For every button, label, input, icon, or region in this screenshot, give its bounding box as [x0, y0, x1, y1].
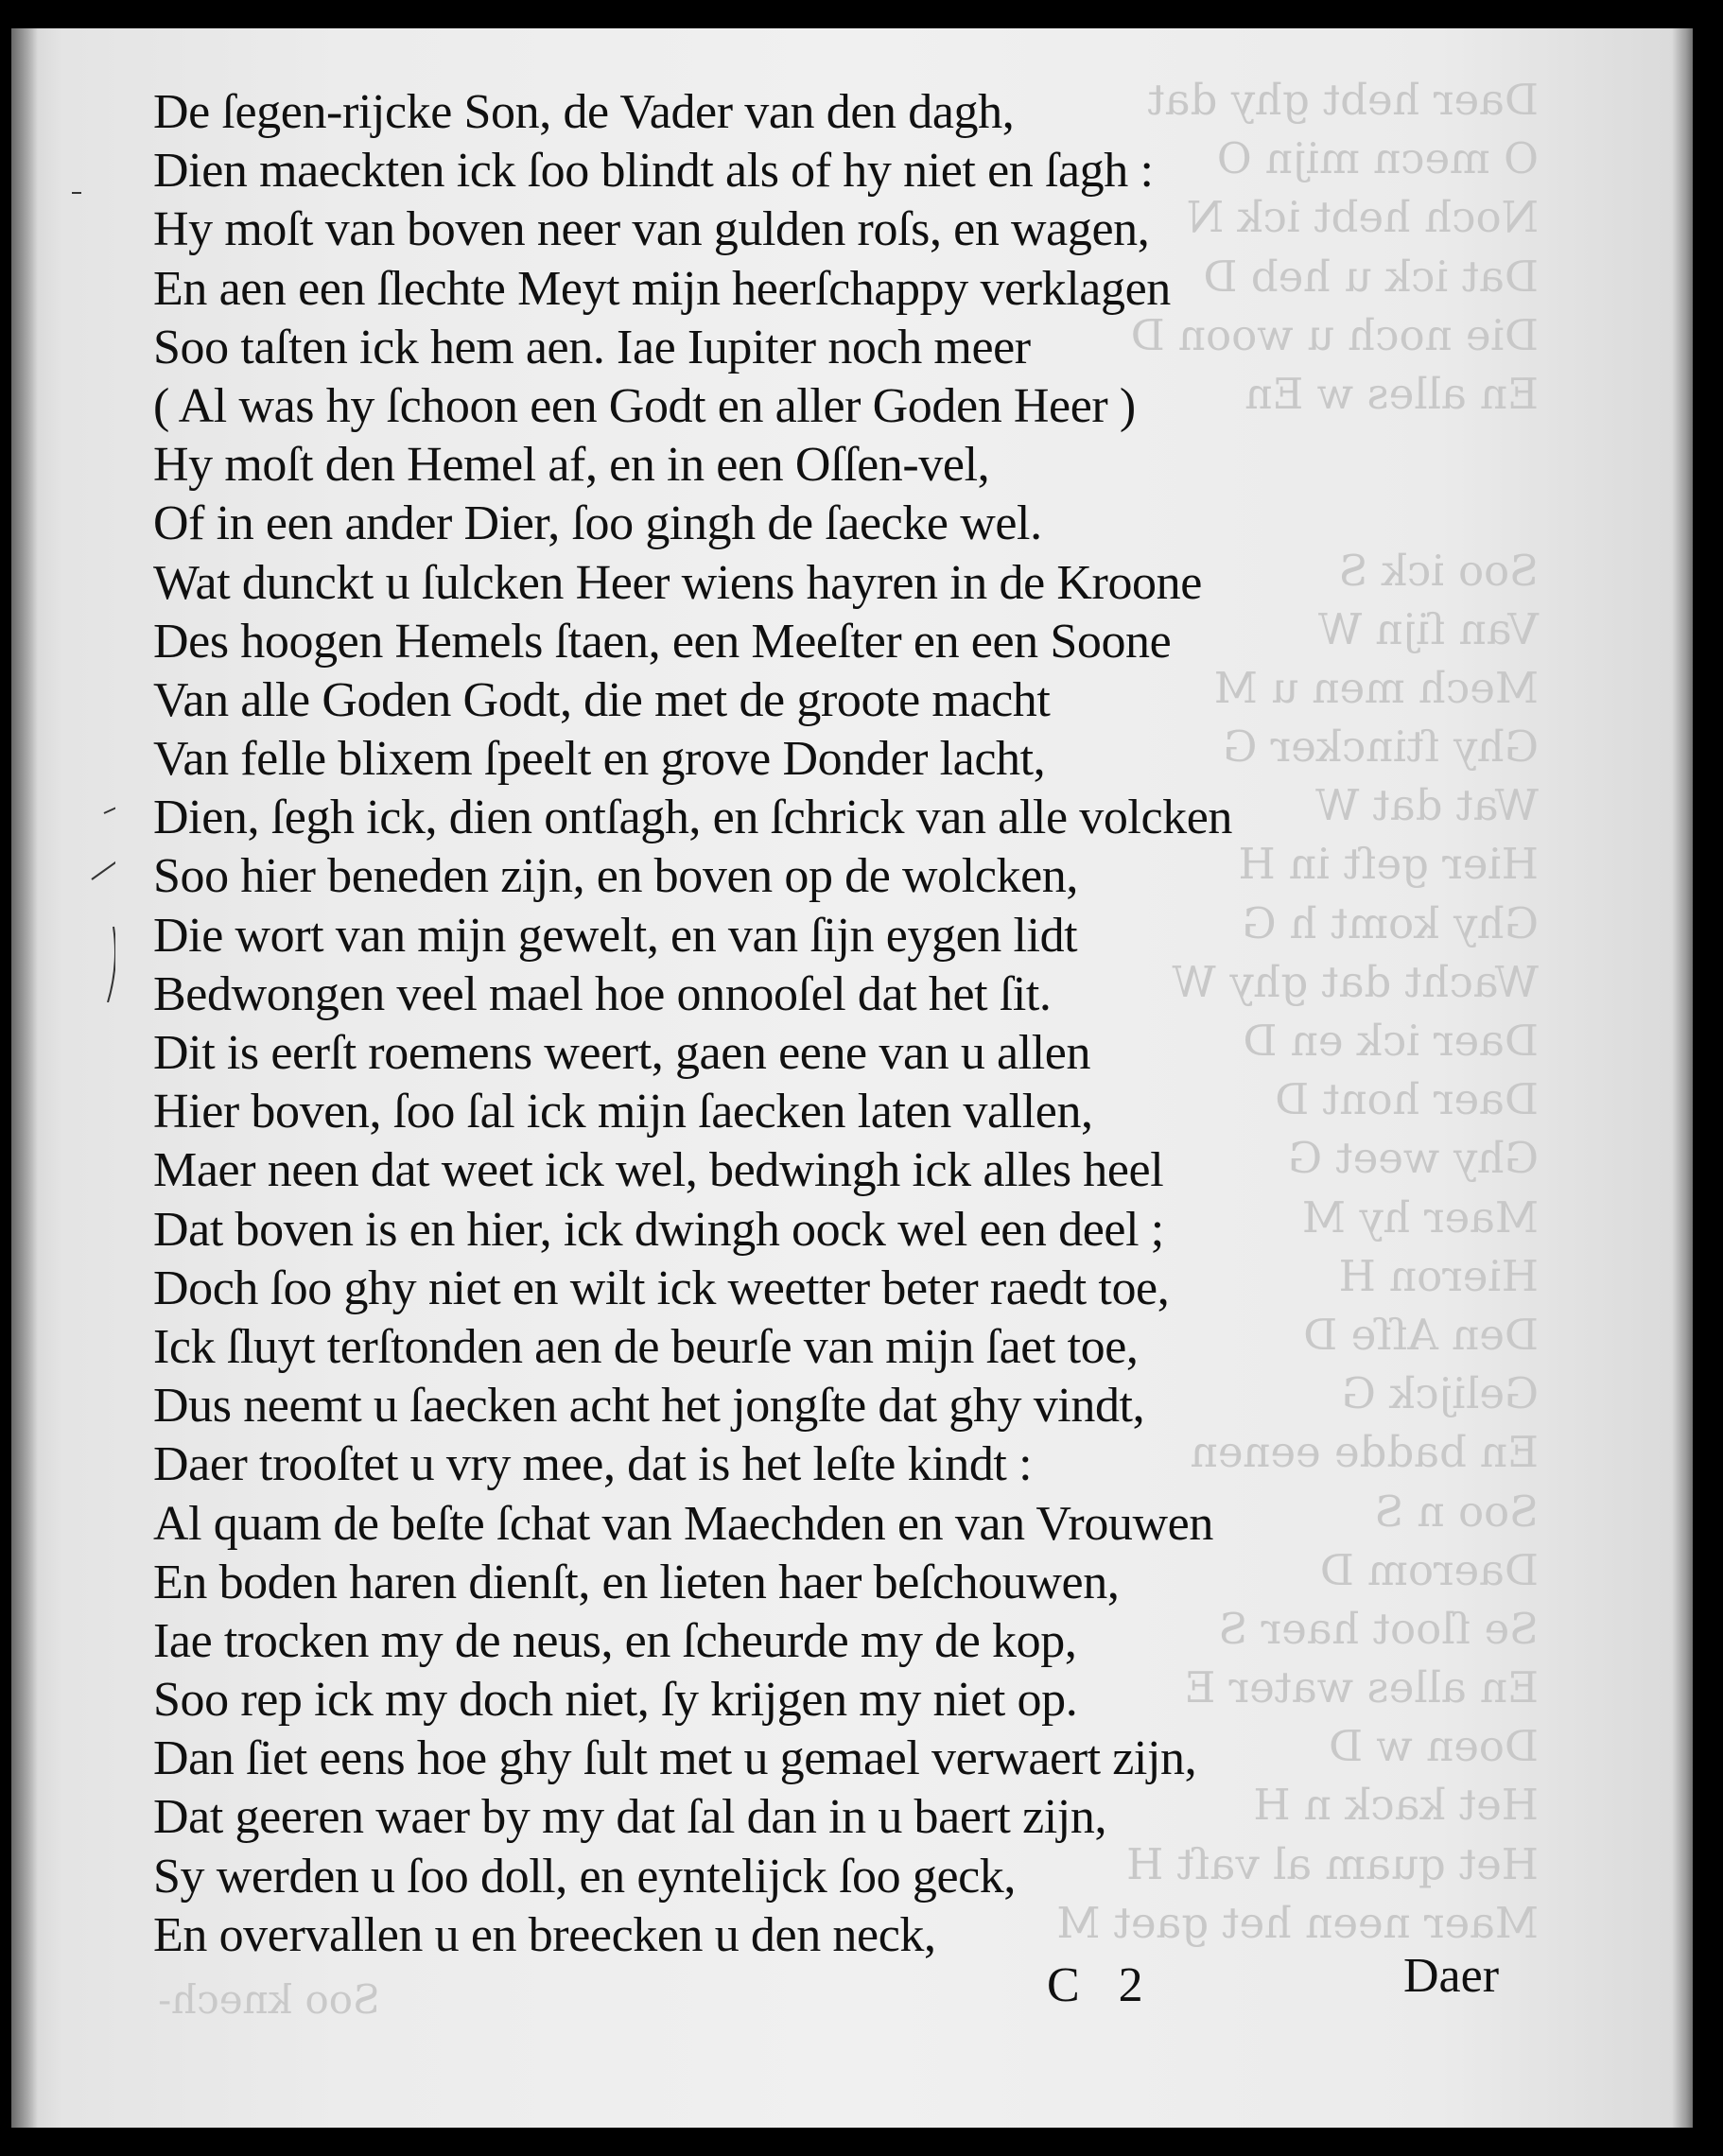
verse-line: Dien, ſegh ick, dien ontſagh, en ſchrick van alle volcken: [153, 791, 1233, 845]
verse-line: Hy moſt van boven neer van gulden roſs, en wagen,: [153, 202, 1150, 257]
verse-line: Soo hier beneden zijn, en boven op de wolcken,: [153, 849, 1078, 904]
verse-line: En overvallen u en breecken u den neck,: [153, 1907, 936, 1962]
verse-line: Hy moſt den Hemel af, en in een Oſſen-vel,: [153, 438, 990, 493]
verse-line: Al quam de beſte ſchat van Maechden en van Vrouwen: [153, 1496, 1213, 1551]
verse-line: Des hoogen Hemels ſtaen, een Meeſter en een Soone: [153, 614, 1172, 669]
verse-line: ( Al was hy ſchoon een Godt en aller Goden Heer ): [153, 378, 1136, 433]
verse-line: Soo taſten ick hem aen. Iae Iupiter noch meer: [153, 320, 1031, 374]
book-page: [11, 28, 1693, 2128]
verse-line: Dus neemt u ſaecken acht het jongſte dat ghy vindt,: [153, 1379, 1145, 1434]
verse-line: Dien maeckten ick ſoo blindt als of hy niet en ſagh :: [153, 144, 1154, 199]
verse-line: Hier boven, ſoo ſal ick mijn ſaecken laten vallen,: [153, 1085, 1093, 1139]
verse-line: Soo rep ick my doch niet, ſy krijgen my niet op.: [153, 1673, 1078, 1728]
verse-line: Dat geeren waer by my dat ſal dan in u baert zijn,: [153, 1790, 1107, 1845]
show-through-footer: Soo knech-: [158, 1976, 380, 2023]
catchword: Daer: [1403, 1949, 1500, 2003]
verse-line: Iae trocken my de neus, en ſcheurde my de kop,: [153, 1613, 1077, 1668]
verse-line: Sy werden u ſoo doll, en eyntelijck ſoo geck,: [153, 1849, 1017, 1904]
page-edge-shadow: [1672, 28, 1693, 2128]
verse-line: Dit is eerſt roemens weert, gaen eene van u allen: [153, 1026, 1091, 1080]
verse-line: Van alle Goden Godt, die met de groote macht: [153, 672, 1051, 727]
margin-annotation-marks: [49, 151, 115, 1002]
verse-line: Ick ſluyt terſtonden aen de beurſe van mijn ſaet toe,: [153, 1319, 1139, 1374]
verse-line: Of in een ander Dier, ſoo gingh de ſaecke wel.: [153, 496, 1042, 551]
verse-line: En aen een ſlechte Meyt mijn heerſchappy verklagen: [153, 261, 1171, 316]
verse-line: Van felle blixem ſpeelt en grove Donder lacht,: [153, 732, 1046, 787]
show-through-text: Daer hebt ghy dat O mecn mijn O Noch hebt ick N Dat ick u heb D Die noch u woon D En alles w En Soo ick S Van ſijn W Mech men u M Ghy ſtincker G Wat dat W Hier geſt in H Ghy komt h G Wacht dat ghy W Daer ick en D Daer hont D Ghy weet G Maer hy M Hieron H Den Aſſe D Gelijck G En badde eenen Soo n S Daerom D Se ſloot haer S En alles water E Doen w D Het kack n H Het quam al vaſt H Maer neen het gaet M: [1056, 75, 1539, 1948]
signature-mark: C 2: [1047, 1958, 1157, 2012]
verse-line: En boden haren dienſt, en lieten haer beſchouwen,: [153, 1555, 1120, 1609]
verse-line: De ſegen-rijcke Son, de Vader van den dagh,: [153, 85, 1015, 139]
verse-line: Dan ſiet eens hoe ghy ſult met u gemael verwaert zijn,: [153, 1731, 1197, 1786]
verse-line: Die wort van mijn gewelt, en van ſijn eygen lidt: [153, 908, 1078, 963]
verse-text: [153, 83, 1232, 1965]
verse-line: Bedwongen veel mael hoe onnooſel dat het ſit.: [153, 966, 1052, 1021]
verse-line: Maer neen dat weet ick wel, bedwingh ick alles heel: [153, 1143, 1164, 1198]
page-gutter-shadow: [11, 28, 38, 2128]
verse-line: Doch ſoo ghy niet en wilt ick weetter beter raedt toe,: [153, 1261, 1170, 1315]
verse-line: Daer trooſtet u vry mee, dat is het leſte kindt :: [153, 1437, 1033, 1492]
verse-line: Wat dunckt u ſulcken Heer wiens hayren in de Kroone: [153, 555, 1202, 610]
verse-line: Dat boven is en hier, ick dwingh oock wel een deel ;: [153, 1202, 1164, 1257]
